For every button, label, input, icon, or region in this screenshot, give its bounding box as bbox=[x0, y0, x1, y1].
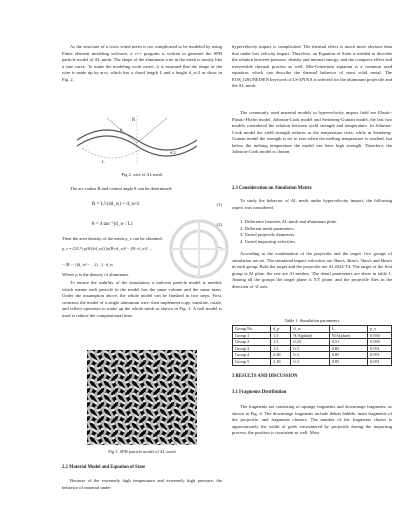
table-cell: 1.5 bbox=[271, 332, 291, 339]
right-paragraph-4: According to the combination of the projectile and the target, five groups of simulation are set. The simulated impact velocities are 3km/s, 4km/s, 5km/s and 6km/s in each group. Both the target and the projectile are Al 2024-T4. The target of the first group is Al plate, the rest are Al meshes. The detail parameters are show in table 1. Among all the groups the target plane is XY plane, and the projectile flies in the direction of -Z axis. bbox=[232, 251, 392, 289]
wire-arc-diagram bbox=[72, 110, 212, 170]
right-paragraph-2: The commonly used material models in hypervelocity impact field are Elastic-Plastic-Hydro model, Johnson-Cook model and Steinberg-Guinan model, the last two models considered the relation between yield strength and temperature. In Johnson-Cook model the yield strength reduces as the temperature rises, while in Steinberg-Guinan model the strength is set to zero when the melting temperature is reached, but below the melting temperature the model can have high strength. Therefore, the Johnson-Cook model is chosen. bbox=[232, 110, 392, 154]
table-row bbox=[233, 339, 392, 346]
section-2-2-heading: 2.2 Material Model and Equation of State bbox=[62, 465, 146, 470]
right-paragraph-1: hypervelocity impact is complicated. The thermal effect is much more obvious than that under low velocity impact. Therefore, an Equation of State is needed to describe the relation between pressure, density and internal energy, and the compress effect and irreversible thermal process as well. Mie-Grüneisen equation is a common used equation, which can describe the thermal behavior of most solid metal. The EOS_GRUNEISEN keyword of LS-DYNA is selected for the aluminum projectile and the AL mesh. bbox=[232, 44, 392, 88]
table-header-row bbox=[233, 326, 392, 333]
list-item: 1. Difference between AL mesh and aluminum plate. bbox=[240, 219, 338, 224]
left-paragraph-4: Where ρ is the density of aluminum. bbox=[62, 272, 129, 277]
list-item: 2. Different mesh parameters. bbox=[240, 225, 295, 231]
table-cell: 2.38 bbox=[271, 352, 291, 359]
sph-mesh-figure bbox=[87, 350, 197, 445]
table-cell: 0.050 bbox=[368, 339, 392, 346]
left-paragraph-2: The arc radius R and central angle θ can be determined. bbox=[70, 186, 173, 191]
table-row bbox=[233, 332, 392, 339]
left-paragraph-6: Because of the extremely high temperature and extremely high pressure, the behavior of material under bbox=[62, 478, 222, 490]
svg-text:d/2: d/2 bbox=[170, 150, 176, 155]
table-cell: 0.3 bbox=[291, 345, 329, 352]
table-cell: Group 4 bbox=[233, 352, 271, 359]
svg-text:L: L bbox=[102, 159, 105, 164]
svg-text:θ: θ bbox=[120, 129, 123, 134]
table-cell: 0.051 bbox=[368, 352, 392, 359]
right-paragraph-5: The fragments are consisting of upstage fragments and downrange fragments, as shown in Fig. 4. The downrange fragments include debris bubble, main fragments of the projectile, and fragments clusters. The number of the fragments cluster is approximately the width of grids encountered by projectile during the impacting process, the position is consistent as well. Most bbox=[232, 404, 392, 435]
fig3-caption: Fig 3. SPH particle model of AL mesh bbox=[108, 449, 176, 454]
equation-2-number: (2) bbox=[216, 222, 222, 227]
table-header-cell: L bbox=[329, 326, 367, 333]
equation-1 bbox=[62, 202, 222, 209]
right-paragraph-3: To study the behavior of AL mesh under hypervelocity impact, the following aspect was considered. bbox=[232, 198, 392, 210]
table-cell: 0.051 bbox=[368, 358, 392, 365]
section-3-1-heading: 3.1 Fragments Distribution bbox=[232, 390, 287, 395]
consideration-list bbox=[232, 219, 392, 245]
equation-1-number: (1) bbox=[216, 202, 222, 207]
table-cell: Group 5 bbox=[233, 358, 271, 365]
table-cell: N/A(plate) bbox=[291, 332, 329, 339]
fig2-caption: Fig 2. wire of AL mesh bbox=[121, 172, 163, 177]
table-cell: 0.3 bbox=[291, 352, 329, 359]
table-cell: Group 1 bbox=[233, 332, 271, 339]
equation-3-line-2: − (R − √(d_w² − ...)) ...] ·d_w bbox=[62, 262, 114, 267]
table-cell: 1.5 bbox=[271, 339, 291, 346]
table-cell: N/A(plate) bbox=[329, 332, 367, 339]
table-cell: 0.51 bbox=[329, 339, 367, 346]
simulation-parameters-table bbox=[232, 325, 392, 366]
table-cell: 0.051 bbox=[368, 345, 392, 352]
table-1-caption: Table 1. Simulation parameters bbox=[284, 318, 340, 323]
list-item: 3. Varied projectile diameters. bbox=[240, 232, 296, 237]
table-header-cell: d_w bbox=[291, 326, 329, 333]
list-item: 4. Varied impacting velocities. bbox=[240, 238, 296, 244]
left-paragraph-1: As the structure of a cross wired mesh is too complicated to be modeled by using Finite element modeling software, a c++ program is written to generate the SPH particle model of AL mesh. The shape of the aluminum wire in the mesh is mostly like a sine curve. To make the modeling work easier, it is assumed that the shape of the wire is made up by arcs, which has a chord length L and a height d_w/2 as show in Fig. 2. bbox=[62, 44, 222, 82]
equation-1-body: R = L²/(4d_w) + d_w/4 bbox=[92, 202, 139, 207]
table-cell: Group 2 bbox=[233, 339, 271, 346]
watermark-logo bbox=[168, 218, 230, 280]
table-row bbox=[233, 345, 392, 352]
table-cell: Group 3 bbox=[233, 345, 271, 352]
equation-2-body: θ = 4 tan⁻¹(d_w / L) bbox=[92, 222, 133, 227]
table-cell: 0.23 bbox=[291, 339, 329, 346]
table-cell: 0.85 bbox=[329, 352, 367, 359]
equation-3-line-1: ρ_s = (2/L²)·ρ(θ/(4d_w)) [π(R+d_w)² − (R−d_w)² ... bbox=[62, 246, 152, 251]
svg-text:R: R bbox=[132, 118, 136, 123]
table-cell: 0.030 bbox=[368, 332, 392, 339]
table-cell: 3.18 bbox=[271, 358, 291, 365]
table-row bbox=[233, 358, 392, 365]
table-header-cell: d_p bbox=[271, 326, 291, 333]
table-cell: 0.3 bbox=[291, 358, 329, 365]
section-3-heading: 3 RESULTS AND DISCUSSION bbox=[232, 374, 298, 379]
table-header-cell: Group No. bbox=[233, 326, 271, 333]
left-paragraph-5: To ensure the stability of the simulation, a uniform particle model is needed, which means each particle in the model has the same volume and the same mass. Under the assumption above, the whole model can be finished in two steps. First, construct the model of a single aluminum wire, then implement copy, translate, rotate, and reflect operation to make up the whole mesh as shown in Fig. 3. A half model is used to reduce the computational time. bbox=[62, 280, 222, 318]
table-cell: 0.85 bbox=[329, 358, 367, 365]
table-cell: 0.85 bbox=[329, 345, 367, 352]
table-cell: 1.5 bbox=[271, 345, 291, 352]
left-paragraph-3: Then the area density of the mesh ρ_s can be obtained: bbox=[62, 236, 163, 241]
table-header-cell: ρ_s bbox=[368, 326, 392, 333]
section-2-3-heading: 2.3 Consideration on Simulation Matrix bbox=[232, 186, 312, 191]
table-row bbox=[233, 352, 392, 359]
